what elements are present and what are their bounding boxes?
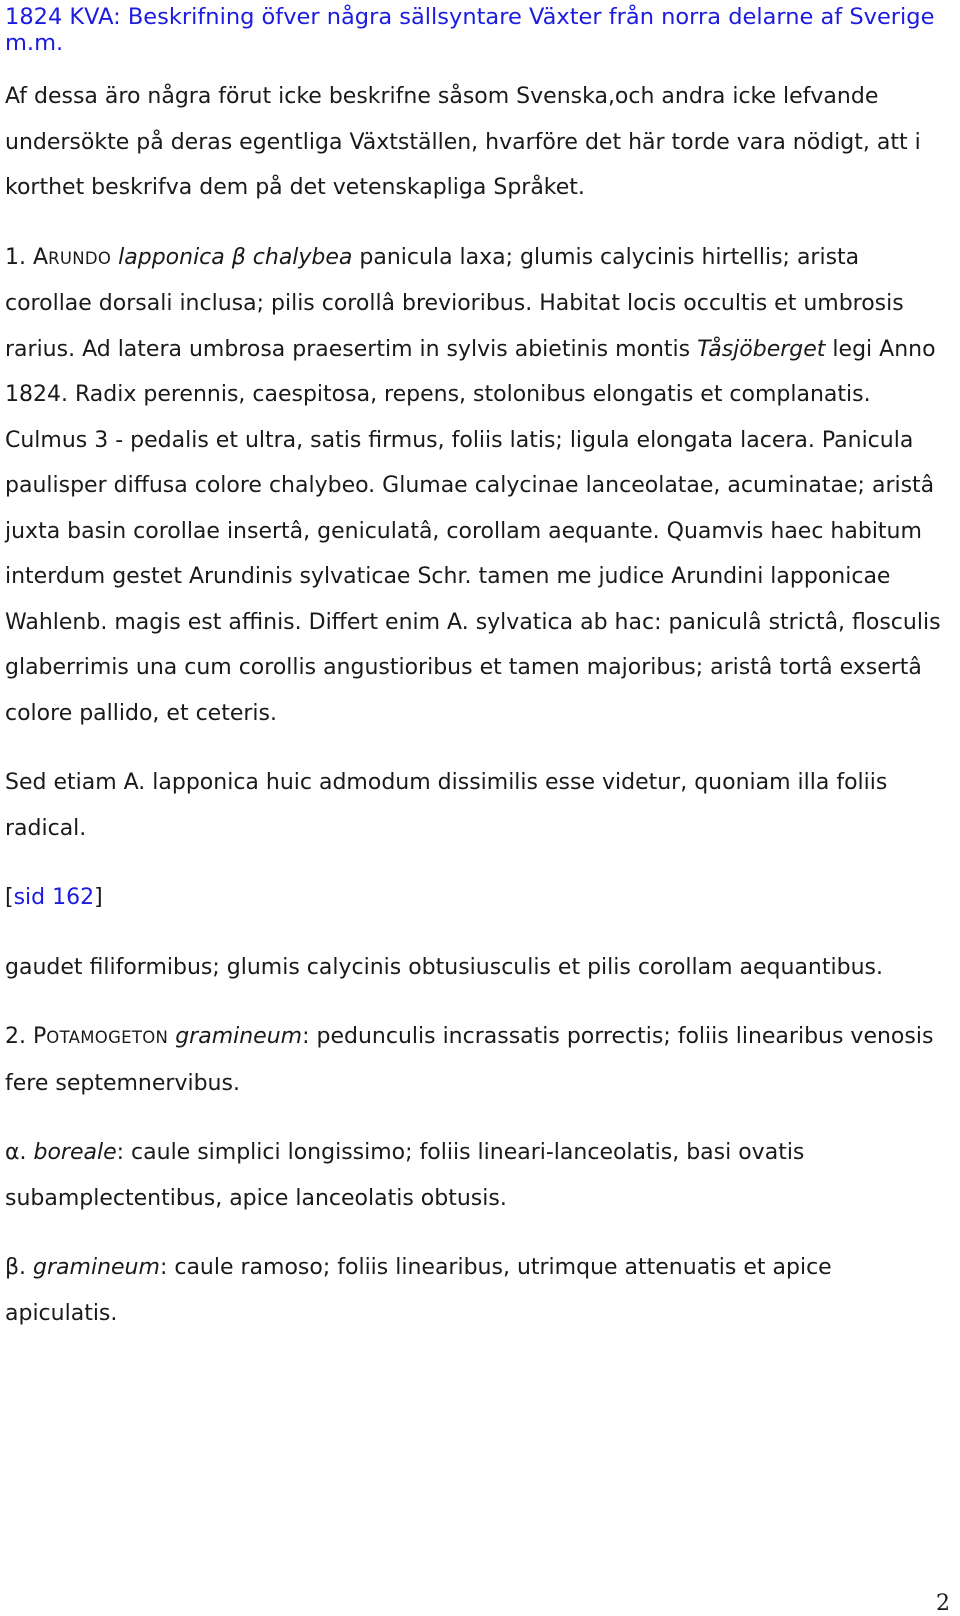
variety-marker: β. [5, 1255, 27, 1280]
paragraph-continued: gaudet filiformibus; glumis calycinis obtusiusculis et pilis corollam aequantibus. [5, 954, 883, 980]
document-page [5, 4, 945, 1336]
entry-text: : pedunculis incrassatis porrectis; foliis linearibus venosis fere septemnervibus. [5, 1024, 934, 1096]
paragraph-lapponica: Sed etiam A. lapponica huic admodum dissimilis esse videtur, quoniam illa foliis radical. [5, 770, 888, 841]
variety-text: : caule simplici longissimo; foliis lineari-lanceolatis, basi ovatis subamplectentibus, apice lanceolatis obtusis. [5, 1140, 805, 1211]
page-ref-close-bracket: ] [94, 885, 103, 910]
genus-initial: P [33, 1024, 47, 1049]
page-ref-open-bracket: [ [5, 885, 14, 910]
variety-text: : caule ramoso; foliis linearibus, utrimque attenuatis et apice apiculatis. [5, 1255, 832, 1326]
title-link[interactable]: 1824 KVA: Beskrifning öfver några sällsyntare Växter från norra delarne af Sverige m.m. [5, 4, 935, 56]
variety-name: gramineum [33, 1255, 160, 1280]
variety-name: boreale [33, 1140, 117, 1165]
genus-rest: RUNDO [48, 248, 112, 268]
entry-number: 1. [5, 244, 26, 270]
entry-arundo [5, 235, 945, 737]
entry-potamogeton [5, 1014, 945, 1106]
variety-marker: α. [5, 1140, 27, 1165]
genus-initial: A [33, 244, 49, 270]
entry-text-part-b: legi Anno 1824. Radix perennis, caespitosa, repens, stolonibus elongatis et complanatis. Culmus 3 - pedalis et ultra, satis firmus, foliis latis; ligula elongata lacera. Panicula paulisper diffusa colore chalybeo. Glumae calycinae lanceolatae, acuminatae; aristâ juxta basin corollae insertâ, geniculatâ, corollam aequante. Quamvis haec habitum interdum gestet Arundinis sylvaticae Schr. tamen me judice Arundini lapponicae Wahlenb. magis est affinis. Differt enim A. sylvatica ab hac: paniculâ strictâ, flosculis glaberrimis una cum corollis angustioribus et tamen majoribus; aristâ tortâ exsertâ colore pallido, et ceteris. [5, 336, 941, 726]
variety-alpha [5, 1130, 945, 1221]
variety-beta [5, 1245, 945, 1336]
entry-text-part-a: panicula laxa; glumis calycinis hirtellis; arista corollae dorsali inclusa; pilis corollâ brevioribus. Habitat locis occultis et umbrosis rarius. Ad latera umbrosa praesertim in sylvis abietinis montis [5, 244, 904, 362]
genus-rest: OTAMOGETON [46, 1028, 169, 1047]
place-name: Tåsjöberget [697, 336, 826, 362]
document-title[interactable] [5, 4, 945, 56]
entry-number: 2. [5, 1024, 26, 1049]
species-name: lapponica β chalybea [118, 244, 353, 270]
intro-paragraph: Af dessa äro några förut icke beskrifne såsom Svenska,och andra icke lefvande undersökte på deras egentliga Växtställen, hvarföre det här torde vara nödigt, att i korthet beskrifva dem på det vetenskapliga Språket. [5, 84, 921, 200]
page-reference [5, 875, 945, 921]
page-ref-link[interactable]: sid 162 [13, 885, 95, 910]
species-name: gramineum [175, 1024, 303, 1049]
page-number: 2 [936, 1591, 950, 1616]
